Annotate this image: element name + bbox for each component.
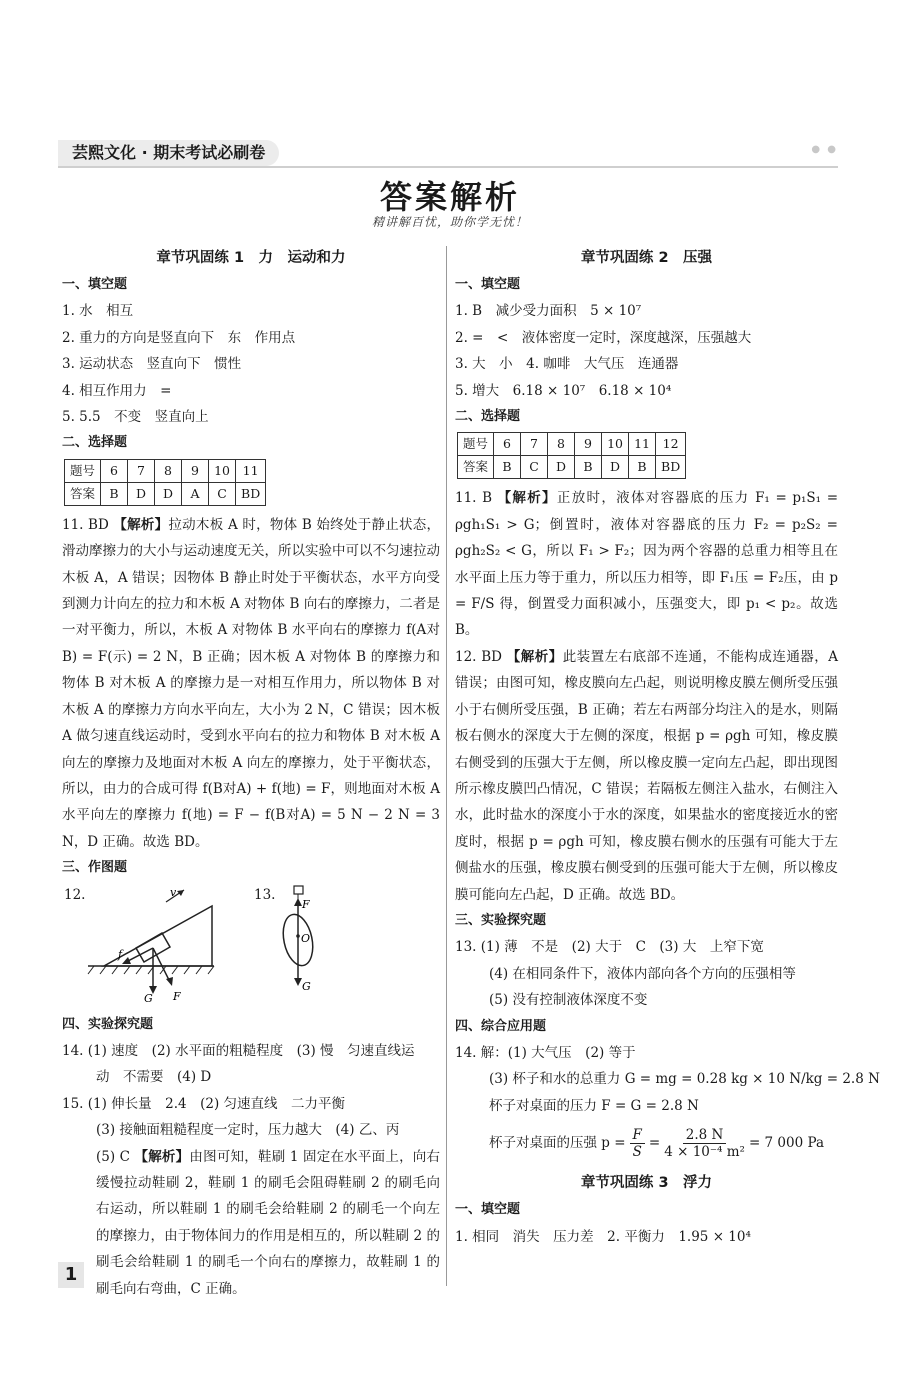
answer-table	[457, 432, 686, 479]
solution-text: 此装置左右底部不连通，不能构成连通器，A 错误；由图可知，橡皮膜向左凸起，则说明橡皮膜左侧所受压强小于右侧所受压强，B 正确；若左右两部分均注入的是水，则隔板右侧水的深度大于左侧的深度，根据 p = ρgh 可知，橡皮膜右侧受到的压强大于左侧，所以橡皮膜一定向左凸起，即出现图所示橡皮膜凹凸情况，C 错误；若隔板左侧注入盐水，右侧注入水，此时盐水的深度小于水的深度，如果盐水的密度接近水的密度时，根据 p = ρgh 可知，橡皮膜右侧水的压强有可能大于左侧盐水的压强，橡皮膜右侧受到的压强可能大于左侧，所以橡皮膜可能向左凸起，D 正确。故选 BD。	[455, 648, 839, 903]
heading-application: 四、综合应用题	[455, 1018, 547, 1034]
fill-item: 3. 大 小 4. 咖啡 大气压 连通器	[455, 356, 679, 373]
fraction-values	[664, 1127, 745, 1160]
fill-item: 5. 5.5 不变 竖直向上	[62, 409, 209, 426]
table-cell: BD	[236, 482, 266, 505]
header-bar	[58, 140, 838, 168]
incline-force-diagram	[84, 886, 254, 1004]
solution-text: 由图可知，鞋刷 1 固定在水平面上，向右缓慢拉动鞋刷 2，鞋刷 1 的刷毛会阻碍鞋刷 2 的刷毛向右运动，所以鞋刷 1 的刷毛会给鞋刷 2 的刷毛一个向左的摩擦力，由于物体间力的作用是相互的，所以鞋刷 2 的刷毛会给鞋刷 1 的刷毛一个向右的摩擦力，故鞋刷 1 的刷毛向右弯曲，C 正确。	[96, 1148, 441, 1297]
heading-fill: 一、填空题	[455, 277, 521, 292]
analysis-tag: 【解析】	[134, 1148, 190, 1165]
gravity-label: G	[144, 991, 153, 1004]
answer-q14-pressure	[455, 1123, 838, 1163]
right-column	[455, 244, 880, 1250]
table-header-cell: 答案	[458, 456, 494, 479]
table-cell: BD	[656, 456, 686, 479]
heading-experiment: 四、实验探究题	[62, 1016, 154, 1032]
fill-item: 1. 水 相互	[62, 303, 134, 320]
table-cell: B	[629, 456, 656, 479]
heading-fill: 一、填空题	[62, 277, 128, 292]
table-cell: B	[575, 456, 602, 479]
table-cell: C	[209, 482, 236, 505]
answer-q15-part5	[62, 1144, 440, 1302]
page-number: 1	[58, 1262, 84, 1288]
solution-text: 拉动木板 A 时，物体 B 始终处于静止状态，滑动摩擦力的大小与运动速度无关，所以实验中可以不匀速拉动木板 A，A 错误；因物体 B 静止时处于平衡状态，水平方向受到测力计向左的拉力和木板 A 对物体 B 向右的摩擦力，二者是一对平衡力，所以，木板 A 对物体 B 水平向右的摩擦力 f(A对B) = F(示) = 2 N，B 正确；因木板 A 对物体 B 的摩擦力和物体 B 对木板 A 的摩擦力是一对相互作用力，所以物体 B 对木板 A 的摩擦力方向水平向左，大小为 2 N，C 错误；因木板 A 做匀速直线运动时，受到水平向右的拉力和物体 B 对木板 A 向左的摩擦力及地面对木板 A 向左的摩擦力，处于平衡状态，所以，由力的合成可得 f(B对A) + f(地) = F，则地面对木板 A 水平向左的摩擦力 f(地) = F − f(B对A) = 5 N − 2 N = 3 N，D 正确。故选 BD。	[62, 516, 441, 850]
fill-item: 1. B 减少受力面积 5 × 10⁷	[455, 303, 642, 320]
sub-answer: (5) C	[96, 1148, 130, 1165]
answer-q14-part3: (3) 杯子和水的总重力 G = mg = 0.28 kg × 10 N/kg = 2.8 N	[489, 1071, 880, 1088]
fill-item: 2. 重力的方向是竖直向下 东 作用点	[62, 329, 296, 346]
tension-label: F	[302, 897, 310, 911]
fill-item: 3. 运动状态 竖直向下 惯性	[62, 356, 242, 373]
table-cell: 8	[548, 433, 575, 456]
question-number: 11. BD	[62, 516, 109, 533]
answer-q14-cont: 动 不需要 (4) D	[96, 1069, 212, 1086]
answer-q13: 13. (1) 薄 不是 (2) 大于 C (3) 大 上窄下宽	[455, 939, 764, 956]
equation-result: = 7 000 Pa	[748, 1134, 825, 1151]
table-cell: C	[521, 456, 548, 479]
table-cell: 9	[182, 459, 209, 482]
analysis-tag: 【解析】	[506, 648, 563, 665]
table-header-cell: 答案	[65, 482, 101, 505]
answer-q13-part5: (5) 没有控制液体深度不变	[489, 992, 648, 1009]
table-cell: 11	[629, 433, 656, 456]
question-number: 12. BD	[455, 648, 502, 665]
table-cell: 7	[128, 459, 155, 482]
left-column	[62, 244, 440, 1302]
table-cell: B	[101, 482, 128, 505]
center-label: O	[301, 931, 311, 945]
fill-item: 2. = < 液体密度一定时，深度越深，压强越大	[455, 329, 752, 346]
solution-q12	[455, 644, 838, 908]
page-title: 答案解析	[379, 178, 520, 216]
answer-q14-force: 杯子对桌面的压力 F = G = 2.8 N	[489, 1097, 699, 1114]
table-cell: 9	[575, 433, 602, 456]
answer-q14: 14. 解：(1) 大气压 (2) 等于	[455, 1044, 636, 1061]
fill-item: 5. 增大 6.18 × 10⁷ 6.18 × 10⁴	[455, 382, 672, 399]
table-cell: 6	[494, 433, 521, 456]
table-header-cell: 题号	[458, 433, 494, 456]
table-header-cell: 题号	[65, 459, 101, 482]
numerator: F	[630, 1127, 645, 1144]
table-cell: 7	[521, 433, 548, 456]
figure-13-label: 13.	[254, 886, 276, 903]
question-number: 11. B	[455, 490, 492, 507]
velocity-label: v	[170, 885, 177, 899]
fill-item: 1. 相同 消失 压力差 2. 平衡力 1.95 × 10⁴	[455, 1228, 751, 1245]
brand-label: 芸熙文化 · 期末考试必刷卷	[58, 140, 279, 166]
heading-experiment: 三、实验探究题	[455, 912, 547, 928]
table-cell: D	[128, 482, 155, 505]
decorative-dots: ● ●	[811, 144, 838, 155]
heading-choice: 二、选择题	[455, 409, 521, 425]
solution-q11	[455, 485, 838, 643]
figure-12-label: 12.	[64, 886, 86, 903]
column-divider	[446, 246, 447, 1286]
table-cell: 8	[155, 459, 182, 482]
solution-text: 正放时，液体对容器底的压力 F₁ = p₁S₁ = ρgh₁S₁ > G；倒置时，液体对容器底的压力 F₂ = p₂S₂ = ρgh₂S₂ < G，所以 F₁ > F₂；因为两个容器的总重力相等且在水平面上压力等于重力，所以压力相等，即 F₁压 = F₂压，由 p = F/S 得，倒置受力面积减小，压强变大，即 p₁ < p₂。故选 B。	[455, 490, 839, 639]
section-title-1: 章节巩固练 1 力 运动和力	[156, 250, 346, 266]
answer-table	[64, 459, 266, 506]
table-cell: 6	[101, 459, 128, 482]
section-title-3: 章节巩固练 3 浮力	[580, 1175, 713, 1192]
table-cell: 11	[236, 459, 266, 482]
page-subtitle: 精讲解百忧，助你学无忧！	[371, 215, 528, 229]
table-cell: B	[494, 456, 521, 479]
drawing-figures	[62, 882, 440, 1012]
table-cell: D	[548, 456, 575, 479]
table-cell: A	[182, 482, 209, 505]
answer-q15: 15. (1) 伸长量 2.4 (2) 匀速直线 二力平衡	[62, 1095, 346, 1112]
friction-label: f	[118, 947, 123, 961]
table-cell: D	[155, 482, 182, 505]
heading-choice: 二、选择题	[62, 435, 128, 451]
pressure-force-label: F	[173, 989, 181, 1003]
analysis-tag: 【解析】	[497, 490, 557, 507]
hanging-object-diagram	[272, 884, 352, 1004]
answer-q14: 14. (1) 速度 (2) 水平面的粗糙程度 (3) 慢 匀速直线运	[62, 1042, 415, 1059]
table-cell: 10	[602, 433, 629, 456]
numerator: 2.8 N	[683, 1127, 727, 1144]
answer-q15-part3: (3) 接触面粗糙程度一定时，压力越大 (4) 乙、丙	[96, 1122, 400, 1139]
answer-q13-part4: (4) 在相同条件下，液体内部向各个方向的压强相等	[489, 965, 796, 982]
equals-sign: =	[648, 1134, 661, 1151]
fraction-f-over-s	[630, 1127, 645, 1160]
solution-q11	[62, 512, 440, 855]
table-cell: 10	[209, 459, 236, 482]
table-cell: 12	[656, 433, 686, 456]
equation-prefix: 杯子对桌面的压强 p =	[489, 1134, 626, 1151]
denominator: 4 × 10⁻⁴ m²	[664, 1143, 745, 1160]
weight-label: G	[302, 979, 311, 993]
table-cell: D	[602, 456, 629, 479]
section-title-2: 章节巩固练 2 压强	[580, 250, 713, 266]
heading-fill: 一、填空题	[455, 1202, 521, 1218]
heading-drawing: 三、作图题	[62, 860, 128, 876]
analysis-tag: 【解析】	[113, 516, 169, 533]
denominator: S	[632, 1143, 642, 1160]
fill-item: 4. 相互作用力 =	[62, 382, 172, 399]
